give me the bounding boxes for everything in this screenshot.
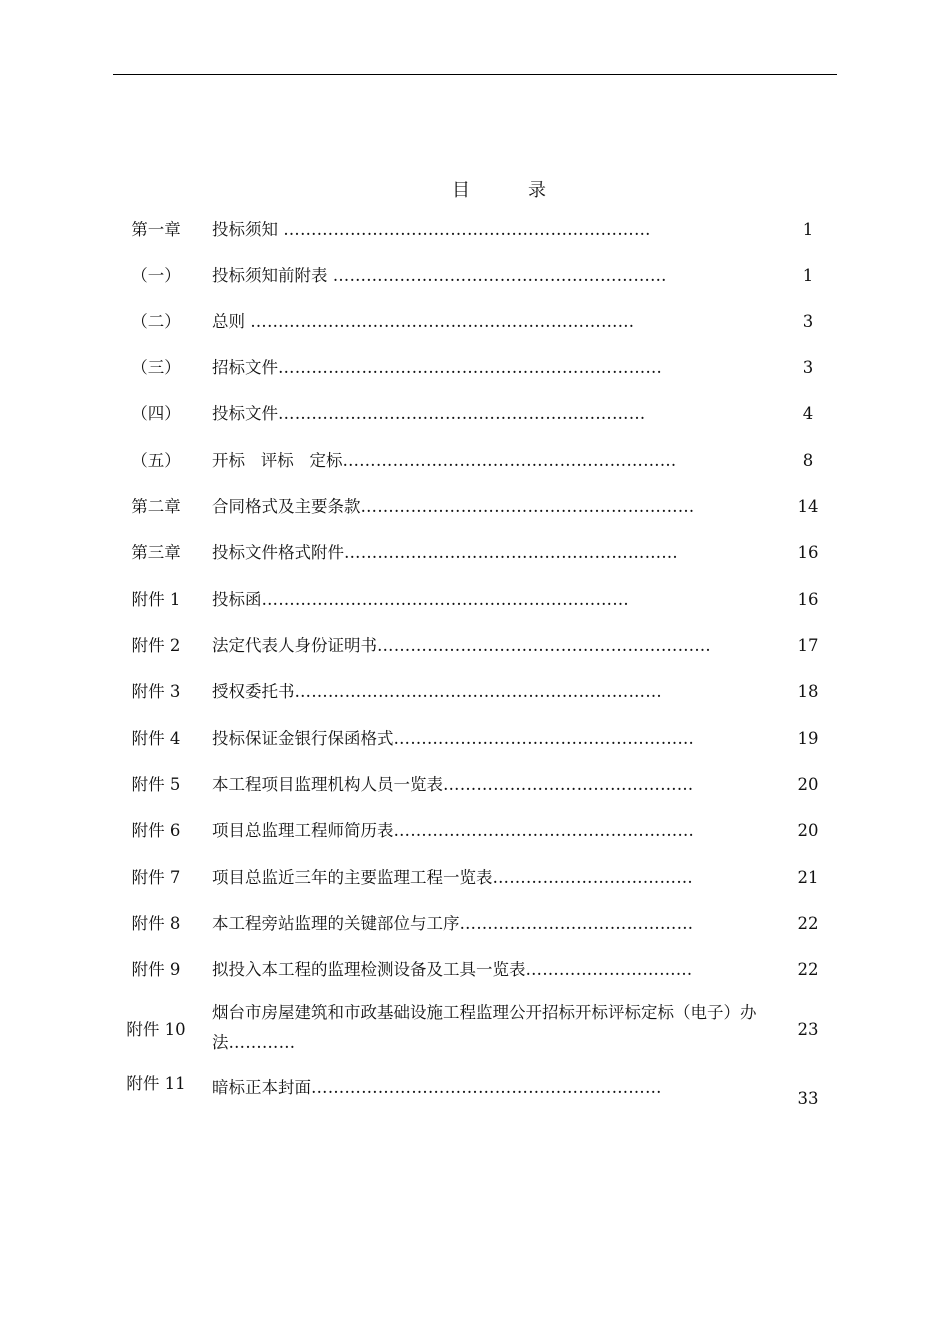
toc-leader-dots: …………………………………… [459,914,694,933]
toc-leader-dots: ………………………………………………………… [261,590,629,609]
toc-leader-dots: ………………………………………………………… [283,220,651,239]
toc-entry-title-text: 授权委托书 [212,682,295,701]
toc-entry-label: （五） [131,451,181,470]
toc-entry-label: 第二章 [131,497,181,516]
toc-leader-dots: …………………………………………………… [344,543,678,562]
toc-entry-title-text: 合同格式及主要条款 [212,497,361,516]
toc-entry-title [212,773,694,797]
toc-entry-title-text: 烟台市房屋建筑和市政基础设施工程监理公开招标开标评标定标（电子）办法 [212,1003,757,1052]
toc-entry-title-text: 暗标正本封面 [212,1078,311,1097]
toc-entry-label: 附件 9 [131,960,181,979]
toc-entry-title-text: 投标保证金银行保函格式 [212,729,394,748]
toc-entry-title-text: 投标函 [212,590,262,609]
toc-entry[interactable] [0,1072,950,1124]
toc-leader-dots: ………………………………………………………… [294,682,662,701]
toc-entry-page: 19 [797,729,819,748]
toc-leader-dots: ………… [228,1033,296,1052]
toc-entry-label: 附件 10 [126,1020,186,1039]
toc-entry-page: 33 [797,1089,819,1108]
toc-entry-title [212,1076,662,1100]
toc-entry-page: 16 [797,543,819,562]
toc-entry-title [212,588,629,612]
toc-entry-title [212,541,678,565]
toc-entry-title-text: 开标 评标 定标 [212,451,343,470]
toc-entry-title [212,680,662,704]
toc-entry-label: （四） [131,404,181,423]
toc-entry-label: 附件 5 [131,775,181,794]
toc-entry-label: （一） [131,266,181,285]
toc-leader-dots: ……………………………………………… [393,821,695,840]
toc-entry-page: 17 [797,636,819,655]
toc-entry-title [212,727,694,751]
toc-entry-page: 22 [797,914,819,933]
toc-entry-page: 23 [797,1020,819,1039]
toc-title [0,178,950,204]
toc-entry-page: 3 [802,312,814,331]
toc-entry-title-text: 项目总监理工程师简历表 [212,821,394,840]
toc-entry-page: 16 [797,590,819,609]
toc-entry-label: （二） [131,312,181,331]
toc-entry-title-text: 拟投入本工程的监理检测设备及工具一览表 [212,960,526,979]
toc-entry-title-text: 本工程项目监理机构人员一览表 [212,775,443,794]
toc-entry-title [212,819,694,843]
toc-title-char-1: 目 [452,180,470,201]
toc-entry-title [212,402,645,426]
header-rule [113,74,837,75]
toc-entry-label: （三） [131,358,181,377]
toc-leader-dots: ……………………………………………………… [311,1078,662,1097]
toc-leader-dots: …………………………………………………… [360,497,695,516]
toc-entry-title-text: 招标文件 [212,358,278,377]
toc-entry-page: 1 [802,266,814,285]
toc-entry-title-text: 法定代表人身份证明书 [212,636,377,655]
toc-entry-page: 1 [802,220,814,239]
toc-leader-dots: …………………………………………………… [342,451,677,470]
toc-entry-title-text: 投标须知前附表 [212,266,333,285]
toc-entry-title-text: 项目总监近三年的主要监理工程一览表 [212,868,493,887]
toc-entry-page: 20 [797,821,819,840]
toc-entry-title [212,866,693,890]
toc-entry-title [212,958,693,982]
toc-entry-label: 附件 3 [131,682,181,701]
toc-entry-page: 18 [797,682,819,701]
toc-entry-label: 附件 6 [131,821,181,840]
toc-entry-label: 附件 2 [131,636,181,655]
toc-entry-title [212,356,662,380]
toc-entry-title [212,495,695,519]
toc-entry-label: 第一章 [131,220,181,239]
toc-title-char-2: 录 [528,180,546,201]
toc-entry-page: 3 [802,358,814,377]
toc-leader-dots: …………………………………………………… [332,266,667,285]
toc-entry-label: 附件 11 [126,1074,186,1093]
toc-entry-page: 14 [797,497,819,516]
toc-leader-dots: ……………………………………… [443,775,694,794]
toc-leader-dots: ……………………………… [492,868,693,887]
toc-entry-title [212,449,676,473]
toc-entry-title [212,912,693,936]
toc-entry-title [212,218,651,242]
toc-leader-dots: …………………………………………………………… [250,312,635,331]
toc-entry[interactable] [0,998,950,1062]
toc-entry-title [212,634,711,658]
toc-entry-page: 21 [797,868,819,887]
toc-entry-title-text: 投标文件 [212,404,278,423]
toc-entry-title-text: 本工程旁站监理的关键部位与工序 [212,914,460,933]
toc-entry-label: 附件 1 [131,590,181,609]
toc-entry-label: 附件 4 [131,729,181,748]
toc-entry-page: 22 [797,960,819,979]
toc-entry-title-text: 投标须知 [212,220,284,239]
toc-entry-title [212,998,787,1058]
toc-entry-page: 8 [802,451,814,470]
toc-leader-dots: ……………………………………………… [393,729,695,748]
toc-entry-title [212,310,634,334]
toc-leader-dots: …………………………………………………… [377,636,711,655]
toc-entry-title-text: 投标文件格式附件 [212,543,344,562]
toc-entry-label: 附件 8 [131,914,181,933]
toc-entry-label: 第三章 [131,543,181,562]
toc-entry-title [212,264,667,288]
toc-entry-label: 附件 7 [131,868,181,887]
toc-entry-page: 4 [802,404,814,423]
toc-leader-dots: …………………………………………………………… [278,358,663,377]
toc-entry-title-text: 总则 [212,312,251,331]
toc-leader-dots: ………………………………………………………… [278,404,646,423]
toc-leader-dots: ………………………… [525,960,693,979]
toc-entry-page: 20 [797,775,819,794]
